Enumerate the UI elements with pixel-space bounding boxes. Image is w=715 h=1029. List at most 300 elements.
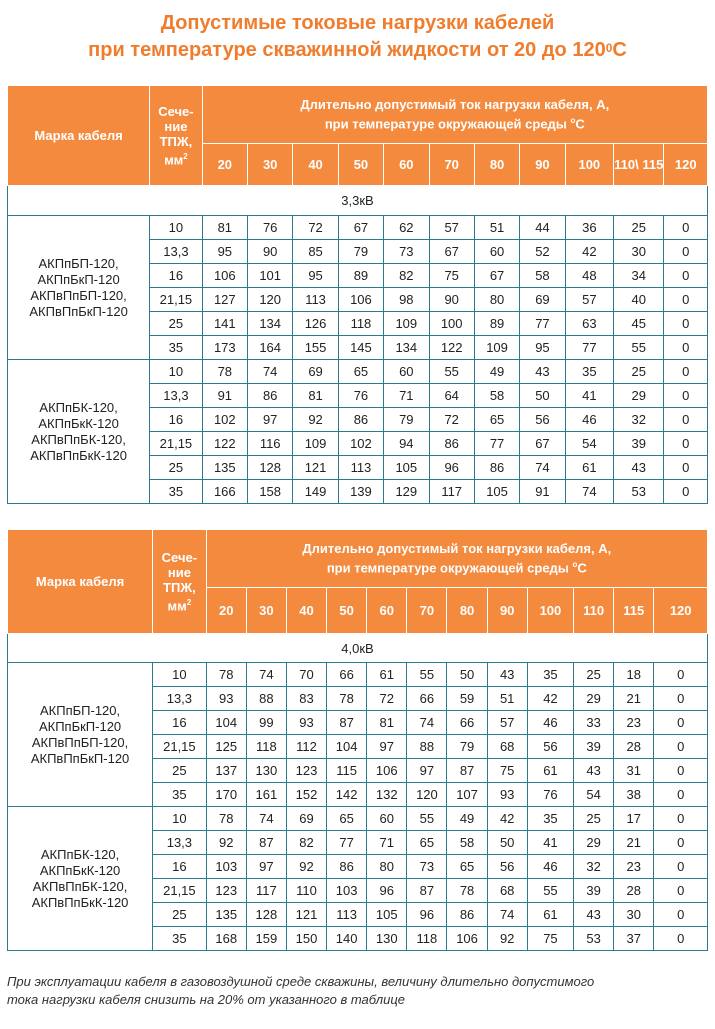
current-value: 17 <box>614 807 654 831</box>
current-value: 113 <box>327 903 367 927</box>
current-value: 43 <box>520 360 565 384</box>
current-value: 99 <box>246 711 286 735</box>
current-value: 0 <box>654 831 708 855</box>
temperature-header: 60 <box>367 588 407 634</box>
current-value: 50 <box>447 663 487 687</box>
current-value: 34 <box>614 264 664 288</box>
current-value: 158 <box>248 480 293 504</box>
current-value: 86 <box>327 855 367 879</box>
current-value: 61 <box>367 663 407 687</box>
current-value: 25 <box>574 663 614 687</box>
current-value: 145 <box>338 336 383 360</box>
section-value: 13,3 <box>153 831 207 855</box>
current-value: 58 <box>474 384 519 408</box>
current-value: 81 <box>367 711 407 735</box>
current-value: 91 <box>202 384 247 408</box>
current-value: 38 <box>614 783 654 807</box>
current-value: 60 <box>384 360 429 384</box>
current-value: 106 <box>367 759 407 783</box>
current-value: 79 <box>384 408 429 432</box>
current-value: 97 <box>367 735 407 759</box>
column-header-group <box>202 86 707 144</box>
current-value: 28 <box>614 879 654 903</box>
current-value: 100 <box>429 312 474 336</box>
current-value: 0 <box>654 807 708 831</box>
current-value: 78 <box>202 360 247 384</box>
current-value: 65 <box>407 831 447 855</box>
page-title-degree: 0 <box>605 41 613 55</box>
current-value: 102 <box>338 432 383 456</box>
current-value: 68 <box>487 879 527 903</box>
current-value: 54 <box>565 432 613 456</box>
current-value: 93 <box>286 711 326 735</box>
current-value: 78 <box>327 687 367 711</box>
current-value: 130 <box>246 759 286 783</box>
current-value: 135 <box>206 903 246 927</box>
current-value: 103 <box>206 855 246 879</box>
cable-brand-name: АКПвПпБкП-120 <box>30 750 130 766</box>
current-value: 0 <box>654 855 708 879</box>
cable-brand-name: АКПвПпБкК-120 <box>30 447 127 463</box>
temperature-header: 100 <box>527 588 573 634</box>
current-value: 76 <box>338 384 383 408</box>
section-header-unit <box>150 149 201 167</box>
section-value: 13,3 <box>150 240 202 264</box>
temperature-header: 100 <box>565 144 613 186</box>
current-value: 61 <box>527 759 573 783</box>
section-value: 25 <box>150 312 202 336</box>
current-value: 66 <box>407 687 447 711</box>
current-value: 98 <box>384 288 429 312</box>
section-header-line: Сече- <box>158 103 194 119</box>
cable-brand-name: АКПпБкК-120 <box>38 415 119 431</box>
current-value: 71 <box>367 831 407 855</box>
current-value: 43 <box>574 759 614 783</box>
section-value: 25 <box>153 759 207 783</box>
page-title-line2 <box>0 37 715 64</box>
current-value: 63 <box>565 312 613 336</box>
current-value: 76 <box>527 783 573 807</box>
current-value: 45 <box>614 312 664 336</box>
current-value: 161 <box>246 783 286 807</box>
page-title <box>0 10 715 64</box>
current-value: 57 <box>487 711 527 735</box>
section-value: 21,15 <box>150 432 202 456</box>
current-value: 86 <box>474 456 519 480</box>
temperature-header: 115 <box>614 588 654 634</box>
current-value: 0 <box>654 687 708 711</box>
current-value: 107 <box>447 783 487 807</box>
current-value: 134 <box>384 336 429 360</box>
current-value: 56 <box>527 735 573 759</box>
current-value: 33 <box>574 711 614 735</box>
column-header-section <box>153 530 207 634</box>
current-value: 44 <box>520 216 565 240</box>
current-value: 72 <box>293 216 338 240</box>
current-value: 73 <box>384 240 429 264</box>
current-value: 142 <box>327 783 367 807</box>
current-value: 0 <box>654 927 708 951</box>
current-value: 122 <box>429 336 474 360</box>
cable-brand-name: АКПвПпБкК-120 <box>31 894 129 910</box>
current-value: 127 <box>202 288 247 312</box>
table-row <box>8 663 708 687</box>
cable-brand-name: АКПпБкК-120 <box>39 862 121 878</box>
current-value: 74 <box>565 480 613 504</box>
temperature-header: 40 <box>293 144 338 186</box>
current-value: 46 <box>527 855 573 879</box>
current-value: 60 <box>474 240 519 264</box>
current-value: 69 <box>293 360 338 384</box>
column-header-section <box>150 86 202 186</box>
current-value: 71 <box>384 384 429 408</box>
cable-brand-name: АКПпБкП-120 <box>37 271 120 287</box>
current-value: 0 <box>654 759 708 783</box>
current-value: 75 <box>487 759 527 783</box>
current-value: 0 <box>664 216 708 240</box>
section-value: 13,3 <box>150 384 202 408</box>
group-header-degree: о <box>572 559 578 569</box>
current-value: 78 <box>206 807 246 831</box>
current-value: 120 <box>248 288 293 312</box>
current-value: 103 <box>327 879 367 903</box>
section-value: 13,3 <box>153 687 207 711</box>
temperature-header: 120 <box>664 144 708 186</box>
current-value: 140 <box>327 927 367 951</box>
current-value: 166 <box>202 480 247 504</box>
current-value: 105 <box>367 903 407 927</box>
cable-brand-cell <box>8 663 153 807</box>
current-value: 0 <box>664 408 708 432</box>
current-value: 90 <box>248 240 293 264</box>
current-value: 30 <box>614 903 654 927</box>
current-value: 55 <box>407 807 447 831</box>
current-value: 48 <box>565 264 613 288</box>
current-value: 81 <box>202 216 247 240</box>
section-value: 10 <box>150 360 202 384</box>
current-value: 152 <box>286 783 326 807</box>
voltage-label: 3,3кВ <box>8 186 708 216</box>
current-value: 82 <box>384 264 429 288</box>
current-value: 18 <box>614 663 654 687</box>
current-value: 67 <box>338 216 383 240</box>
current-value: 0 <box>664 480 708 504</box>
group-header-unit: С <box>575 116 585 132</box>
current-value: 109 <box>293 432 338 456</box>
current-value: 121 <box>286 903 326 927</box>
group-header-line1: Длительно допустимый ток нагрузки кабеля, А, <box>302 540 612 556</box>
current-value: 80 <box>367 855 407 879</box>
cable-brand-cell <box>8 360 150 504</box>
group-header-unit: С <box>577 560 587 576</box>
section-header-line: ние <box>167 564 191 580</box>
current-value: 92 <box>286 855 326 879</box>
current-value: 128 <box>248 456 293 480</box>
current-value: 77 <box>474 432 519 456</box>
current-value: 164 <box>248 336 293 360</box>
current-value: 74 <box>520 456 565 480</box>
current-value: 78 <box>447 879 487 903</box>
current-value: 29 <box>574 831 614 855</box>
temperature-header: 70 <box>407 588 447 634</box>
current-value: 141 <box>202 312 247 336</box>
section-value: 21,15 <box>153 879 207 903</box>
current-value: 85 <box>293 240 338 264</box>
current-value: 32 <box>574 855 614 879</box>
current-value: 86 <box>429 432 474 456</box>
current-value: 35 <box>527 807 573 831</box>
current-value: 29 <box>574 687 614 711</box>
cable-brand-name: АКПвПпБкП-120 <box>29 303 128 319</box>
current-value: 43 <box>614 456 664 480</box>
temperature-header: 110\ 115 <box>614 144 664 186</box>
current-value: 49 <box>447 807 487 831</box>
current-value: 67 <box>520 432 565 456</box>
current-value: 0 <box>664 240 708 264</box>
current-value: 23 <box>614 711 654 735</box>
current-value: 75 <box>527 927 573 951</box>
current-value: 0 <box>654 903 708 927</box>
section-value: 35 <box>150 336 202 360</box>
current-value: 36 <box>565 216 613 240</box>
current-value: 79 <box>338 240 383 264</box>
current-value: 29 <box>614 384 664 408</box>
cable-brand-name: АКПвПпБП-120, <box>31 734 129 750</box>
current-value: 51 <box>487 687 527 711</box>
current-table-4-0kv <box>7 529 708 951</box>
current-value: 83 <box>286 687 326 711</box>
cable-brand-name: АКПпБК-120, <box>39 399 118 415</box>
column-header-brand: Марка кабеля <box>8 86 150 186</box>
current-value: 134 <box>248 312 293 336</box>
section-header-unit-text: мм <box>167 598 187 614</box>
current-value: 88 <box>407 735 447 759</box>
current-value: 43 <box>574 903 614 927</box>
temperature-header: 30 <box>248 144 293 186</box>
section-value: 16 <box>150 408 202 432</box>
current-value: 126 <box>293 312 338 336</box>
cable-brand-name: АКПвПпБК-120, <box>32 878 128 894</box>
current-value: 46 <box>527 711 573 735</box>
current-value: 78 <box>206 663 246 687</box>
temperature-header: 40 <box>286 588 326 634</box>
current-value: 109 <box>474 336 519 360</box>
current-value: 70 <box>286 663 326 687</box>
current-value: 23 <box>614 855 654 879</box>
current-value: 56 <box>487 855 527 879</box>
current-value: 65 <box>474 408 519 432</box>
current-value: 74 <box>248 360 293 384</box>
current-value: 117 <box>246 879 286 903</box>
current-value: 0 <box>654 711 708 735</box>
current-value: 135 <box>202 456 247 480</box>
current-value: 86 <box>248 384 293 408</box>
current-value: 67 <box>429 240 474 264</box>
current-value: 32 <box>614 408 664 432</box>
current-value: 50 <box>520 384 565 408</box>
current-value: 89 <box>338 264 383 288</box>
current-value: 118 <box>246 735 286 759</box>
current-value: 106 <box>447 927 487 951</box>
current-value: 74 <box>487 903 527 927</box>
current-value: 57 <box>429 216 474 240</box>
current-value: 92 <box>293 408 338 432</box>
current-value: 95 <box>293 264 338 288</box>
temperature-header: 20 <box>202 144 247 186</box>
current-value: 0 <box>654 735 708 759</box>
current-value: 56 <box>520 408 565 432</box>
current-value: 39 <box>614 432 664 456</box>
current-value: 58 <box>520 264 565 288</box>
section-header-unit-sup: 2 <box>186 597 192 607</box>
current-value: 159 <box>246 927 286 951</box>
temperature-header: 30 <box>246 588 286 634</box>
section-header-line: Сече- <box>161 549 198 565</box>
footnote-line2: тока нагрузки кабеля снизить на 20% от указанного в таблице <box>7 992 406 1007</box>
current-value: 0 <box>654 663 708 687</box>
current-value: 28 <box>614 735 654 759</box>
current-value: 67 <box>474 264 519 288</box>
current-value: 139 <box>338 480 383 504</box>
group-header-line2-text: при температуре окружающей среды <box>326 560 573 576</box>
current-value: 30 <box>614 240 664 264</box>
temperature-header: 70 <box>429 144 474 186</box>
current-value: 129 <box>384 480 429 504</box>
current-value: 82 <box>286 831 326 855</box>
current-value: 113 <box>338 456 383 480</box>
temperature-header: 120 <box>654 588 708 634</box>
current-value: 123 <box>206 879 246 903</box>
current-value: 110 <box>286 879 326 903</box>
current-value: 39 <box>574 735 614 759</box>
current-value: 155 <box>293 336 338 360</box>
current-value: 50 <box>487 831 527 855</box>
current-value: 51 <box>474 216 519 240</box>
cable-brand-name: АКПпБК-120, <box>40 846 120 862</box>
current-value: 43 <box>487 663 527 687</box>
current-value: 97 <box>407 759 447 783</box>
current-value: 72 <box>429 408 474 432</box>
current-value: 102 <box>202 408 247 432</box>
table-row <box>8 360 708 384</box>
current-value: 92 <box>487 927 527 951</box>
current-value: 25 <box>574 807 614 831</box>
current-value: 21 <box>614 687 654 711</box>
current-value: 88 <box>246 687 286 711</box>
current-value: 173 <box>202 336 247 360</box>
current-value: 64 <box>429 384 474 408</box>
temperature-header: 90 <box>520 144 565 186</box>
current-value: 55 <box>614 336 664 360</box>
current-value: 90 <box>429 288 474 312</box>
section-header-unit-sup: 2 <box>183 151 188 161</box>
current-value: 0 <box>664 264 708 288</box>
current-value: 101 <box>248 264 293 288</box>
current-value: 87 <box>407 879 447 903</box>
section-value: 16 <box>153 711 207 735</box>
current-value: 120 <box>407 783 447 807</box>
section-value: 10 <box>150 216 202 240</box>
current-value: 0 <box>664 360 708 384</box>
current-value: 128 <box>246 903 286 927</box>
current-value: 61 <box>565 456 613 480</box>
current-value: 0 <box>664 384 708 408</box>
current-value: 79 <box>447 735 487 759</box>
cable-brand-name: АКПвПпБП-120, <box>30 287 127 303</box>
current-value: 170 <box>206 783 246 807</box>
group-header-line2-text: при температуре окружающей среды <box>324 116 571 132</box>
current-value: 89 <box>474 312 519 336</box>
group-header-degree: о <box>570 115 576 125</box>
current-value: 60 <box>367 807 407 831</box>
current-value: 121 <box>293 456 338 480</box>
current-value: 149 <box>293 480 338 504</box>
section-value: 35 <box>150 480 202 504</box>
section-header-unit-text: мм <box>164 152 184 168</box>
current-value: 39 <box>574 879 614 903</box>
current-value: 35 <box>565 360 613 384</box>
current-value: 74 <box>407 711 447 735</box>
current-value: 40 <box>614 288 664 312</box>
current-value: 46 <box>565 408 613 432</box>
current-value: 65 <box>327 807 367 831</box>
current-value: 35 <box>527 663 573 687</box>
current-value: 132 <box>367 783 407 807</box>
group-header-line2 <box>203 113 707 132</box>
current-value: 117 <box>429 480 474 504</box>
current-value: 150 <box>286 927 326 951</box>
current-value: 0 <box>654 879 708 903</box>
temperature-header: 50 <box>327 588 367 634</box>
current-value: 123 <box>286 759 326 783</box>
current-value: 130 <box>367 927 407 951</box>
current-value: 93 <box>487 783 527 807</box>
current-value: 104 <box>327 735 367 759</box>
current-value: 65 <box>338 360 383 384</box>
cable-brand-cell <box>8 216 150 360</box>
column-header-brand: Марка кабеля <box>8 530 153 634</box>
current-value: 95 <box>202 240 247 264</box>
current-value: 0 <box>664 312 708 336</box>
current-value: 96 <box>407 903 447 927</box>
cable-brand-name: АКПпБП-120, <box>39 702 121 718</box>
current-value: 37 <box>614 927 654 951</box>
current-value: 137 <box>206 759 246 783</box>
current-value: 168 <box>206 927 246 951</box>
page-title-line1: Допустимые токовые нагрузки кабелей <box>160 12 555 34</box>
current-value: 113 <box>293 288 338 312</box>
column-header-group <box>206 530 707 588</box>
temperature-header: 80 <box>447 588 487 634</box>
current-value: 76 <box>248 216 293 240</box>
section-header-unit <box>153 595 206 613</box>
footnote <box>7 973 707 1009</box>
current-value: 25 <box>614 360 664 384</box>
current-value: 0 <box>654 783 708 807</box>
current-value: 66 <box>327 663 367 687</box>
current-value: 87 <box>447 759 487 783</box>
current-value: 41 <box>527 831 573 855</box>
current-value: 25 <box>614 216 664 240</box>
current-value: 0 <box>664 288 708 312</box>
current-value: 75 <box>429 264 474 288</box>
temperature-header: 80 <box>474 144 519 186</box>
table-row <box>8 807 708 831</box>
current-value: 115 <box>327 759 367 783</box>
page-title-unit: С <box>612 39 627 61</box>
temperature-header: 50 <box>338 144 383 186</box>
current-value: 92 <box>206 831 246 855</box>
